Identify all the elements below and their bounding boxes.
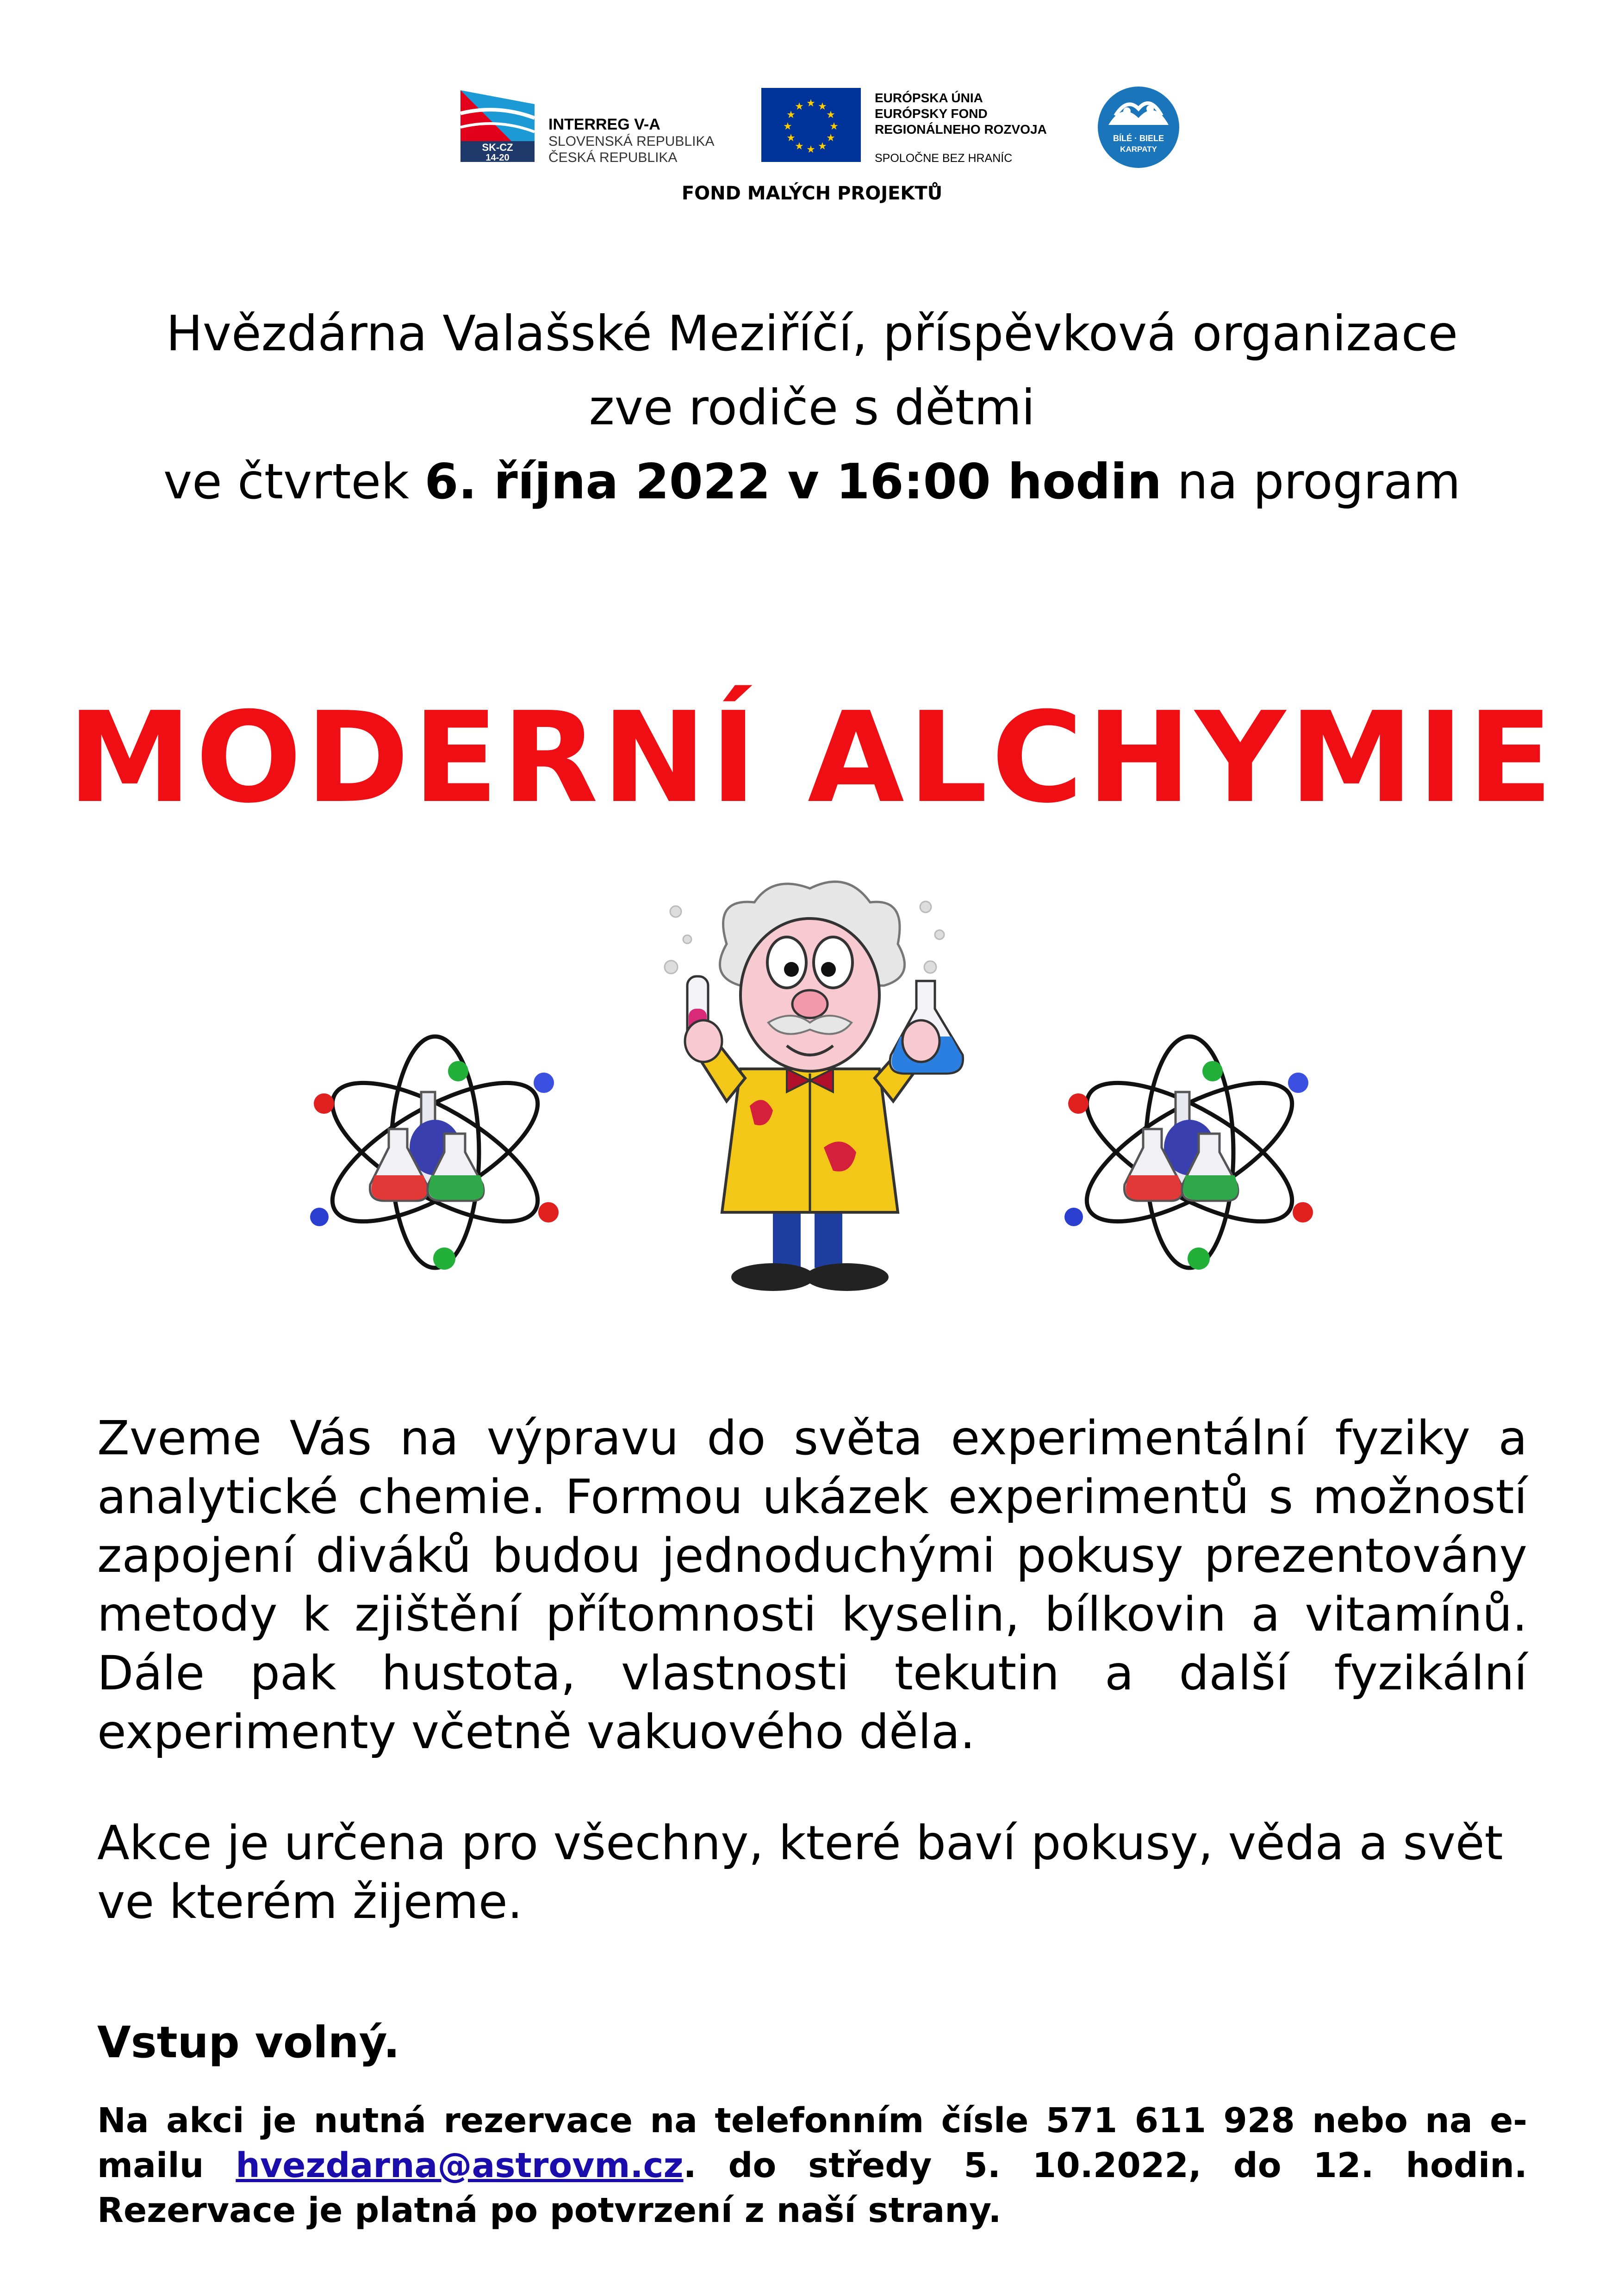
eu-slogan: SPOLOČNE BEZ HRANÍC xyxy=(875,152,1013,165)
reservation-suffix: . do středy 5. 10.2022, do 12. hodin. Rezervace je platná po potvrzení z naší strany. xyxy=(97,2146,1527,2230)
svg-text:★: ★ xyxy=(783,121,792,132)
entry-note: Vstup volný. xyxy=(97,2017,400,2068)
reservation-note xyxy=(97,2098,1527,2233)
intro-organizer: Hvězdárna Valašské Meziříčí, příspěvková organizace xyxy=(166,305,1458,362)
fund-title: FOND MALÝCH PROJEKTŮ xyxy=(681,183,943,204)
eu-flag-icon xyxy=(761,88,861,162)
bile-karpaty-line-1: BÍLÉ · BIELE xyxy=(1113,134,1164,143)
interreg-name: INTERREG V-A xyxy=(548,116,660,133)
svg-text:★: ★ xyxy=(826,109,835,121)
audience-paragraph: Akce je určena pro všechny, které baví pokusy, věda a svět ve kterém žijeme. xyxy=(97,1816,1503,1930)
svg-text:★: ★ xyxy=(818,141,827,152)
svg-text:★: ★ xyxy=(829,121,839,132)
svg-text:★: ★ xyxy=(806,98,815,109)
event-title: MODERNÍ ALCHYMIE xyxy=(67,685,1557,831)
svg-text:★: ★ xyxy=(818,101,827,112)
atom-flasks-icon xyxy=(305,1023,565,1282)
intro-date-suffix: na program xyxy=(1162,453,1461,510)
reservation-prefix: Na akci je nutná rezervace na telefonním čísle 571 611 928 nebo na e-mailu xyxy=(97,2101,1527,2185)
svg-text:★: ★ xyxy=(795,101,804,112)
intro-invitation: zve rodiče s dětmi xyxy=(589,379,1035,436)
svg-text:★: ★ xyxy=(826,132,835,144)
interreg-text xyxy=(548,116,714,166)
interreg-badge-years: 14-20 xyxy=(485,153,510,163)
event-date: 6. října 2022 v 16:00 hodin xyxy=(424,453,1162,510)
interreg-badge: SK-CZ xyxy=(482,142,513,153)
bile-karpaty-line-2: KARPATY xyxy=(1120,145,1157,154)
svg-text:★: ★ xyxy=(786,132,796,144)
eu-line-2: EURÓPSKY FOND xyxy=(875,106,988,121)
svg-text:★: ★ xyxy=(806,144,815,155)
svg-text:★: ★ xyxy=(795,141,804,152)
bile-karpaty-logo xyxy=(1095,83,1182,171)
interreg-country-1: SLOVENSKÁ REPUBLIKA xyxy=(548,134,715,149)
scientist-illustration xyxy=(639,870,981,1296)
interreg-country-2: ČESKÁ REPUBLIKA xyxy=(548,149,678,165)
description-paragraph: Zveme Vás na výpravu do světa experimentální fyziky a analytické chemie. Formou ukázek experimentů s možností zapojení diváků budou jednoduchými pokusy prezentovány metody k zjištění přítomnosti kyselin, bílkovin a vitamínů. Dále pak hustota, vlastnosti tekutin a další fyzikální experimenty včetně vakuového děla. xyxy=(97,1411,1527,1760)
intro-date-prefix: ve čtvrtek xyxy=(163,453,425,510)
svg-text:★: ★ xyxy=(786,109,796,121)
eu-line-3: REGIONÁLNEHO ROZVOJA xyxy=(875,122,1047,137)
intro-date-line xyxy=(0,453,1624,510)
email-link[interactable]: hvezdarna@astrovm.cz xyxy=(236,2146,684,2185)
eu-text xyxy=(875,90,1047,166)
atom-flasks-icon xyxy=(1060,1023,1319,1282)
eu-line-1: EURÓPSKA ÚNIA xyxy=(875,91,983,105)
